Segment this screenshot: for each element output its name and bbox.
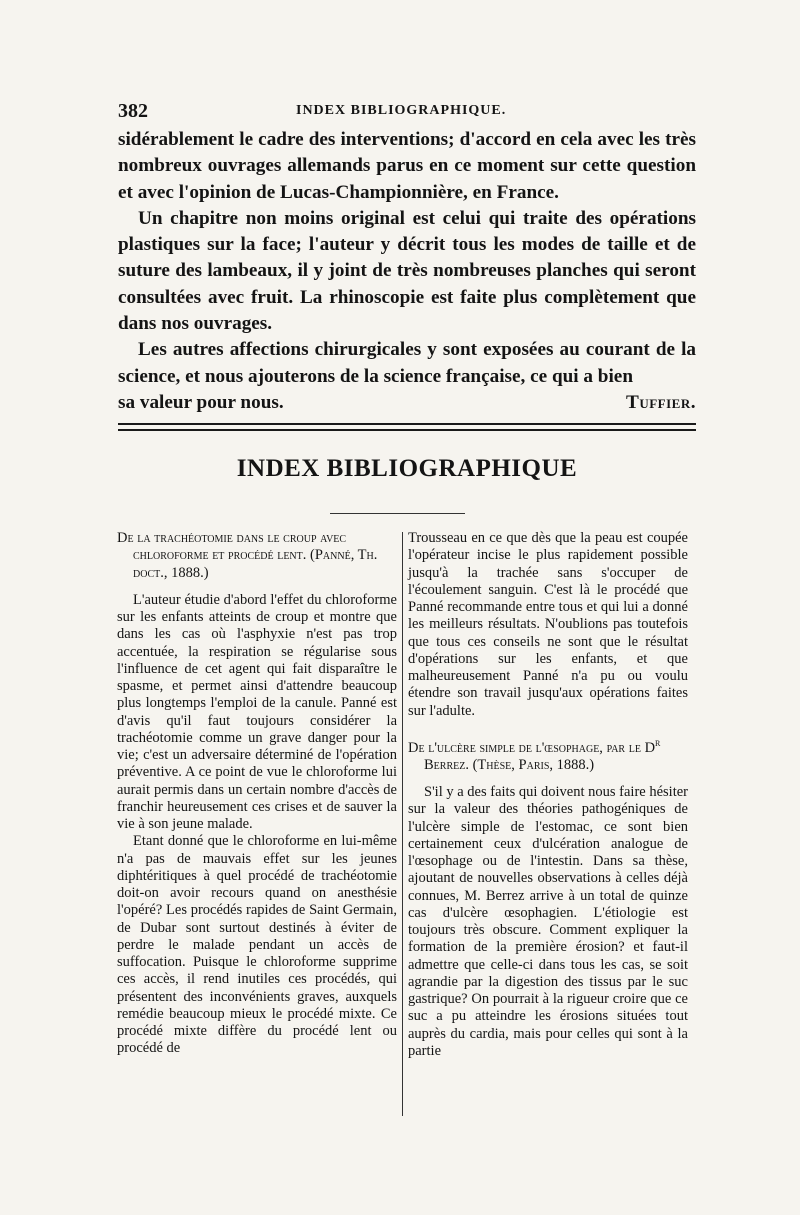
entry-author-prefix: par le D [602, 739, 656, 756]
review-continuation [118, 127, 696, 416]
review-paragraph-3-end: sa valeur pour nous. [118, 391, 284, 413]
entry-heading-ulcere [408, 734, 688, 774]
review-last-line [118, 390, 696, 416]
left-paragraph-2: Etant donné que le chloroforme en lui-même n'a pas de mauvais effet sur les jeunes diphtéritiques à quel procédé de trachéotomie doit-on avoir recours quand on anesthésie l'opéré? Les procédés rapides de Saint Germain, de Dubar sont surtout destinés à éviter de perdre le malade pendant un accès de suffocation. Puisque le chloroforme supprime ces accès, il rend inutiles ces procédés, qui présentent des inconvénients graves, auxquels remédie beaucoup mieux le procédé mixte. Ce procédé mixte diffère du procédé lent ou procédé de [117, 833, 397, 1057]
double-rule-top [118, 423, 696, 425]
entry-citation: (Thèse, Paris, 1888.) [468, 756, 595, 773]
entry-author: Berrez. [424, 756, 469, 773]
entry-heading-tracheotomie [117, 530, 397, 582]
left-paragraph-1: L'auteur étudie d'abord l'effet du chloroforme sur les enfants atteints de croup et montre que dans les cas où l'asphyxie n'est pas trop accentuée, la respiration se régularise sous l'influence de cet agent qui fait disparaître le spasme, et permet ainsi d'attendre beaucoup plus longtemps l'emploi de la canule. Panné est d'avis qu'il faut toujours considérer la trachéotomie comme un grave danger pour la vie; c'est un adversaire déterminé de l'opération préventive. A ce point de vue le chloroforme lui aurait permis dans un certain nombre d'accès de franchir heureusement ces crises et de sauver la vie à son jeune malade. [117, 591, 397, 832]
column-divider [402, 532, 403, 1116]
entry-citation: (Panné, Th. doct., 1888.) [133, 547, 378, 581]
review-signature: Tuffier. [626, 391, 696, 413]
entry-title: De la trachéotomie dans le croup avec chloroforme et procédé lent. [117, 530, 347, 564]
review-paragraph-2: Un chapitre non moins original est celui qui traite des opérations plastiques sur la face; l'auteur y décrit tous les modes de taille et de suture des lambeaux, il y joint de très nombreuses planches qui seront consultées avec fruit. La rhinoscopie est faite plus complètement que dans nos ouvrages. [118, 207, 696, 335]
review-paragraph-3: Les autres affections chirurgicales y sont exposées au courant de la science, et nous ajouterons de la science française, ce qui a bien [118, 339, 696, 387]
entry-author-sup: r [655, 734, 661, 749]
section-title: INDEX BIBLIOGRAPHIQUE [236, 455, 578, 482]
running-title: INDEX BIBLIOGRAPHIQUE. [296, 103, 507, 118]
section-rule [330, 513, 465, 514]
right-paragraph-1: Trousseau en ce que dès que la peau est coupée l'opérateur incise le plus rapidement possible jusqu'à la trachée sans s'occuper de l'écoulement sanguin. C'est là le procédé que Panné recommande entre tous et qui lui a donné les meilleurs résultats. N'oublions pas toutefois que tous ces conseils ne sont que le résultat d'opérations sur les enfants, et que malheureusement Panné n'a pu ou voulu étendre son travail jusqu'aux opérations faites sur l'adulte. [408, 530, 688, 719]
entry-title: De l'ulcère simple de l'œsophage, [408, 739, 603, 756]
double-rule-bottom [118, 429, 696, 431]
review-paragraph-1: sidérablement le cadre des interventions; d'accord en cela avec les très nombreux ouvrages allemands parus en ce moment sur cette question et avec l'opinion de Lucas-Championnière, en France. [118, 129, 696, 203]
page-number: 382 [118, 100, 148, 122]
right-column [408, 530, 688, 1060]
page-header [118, 100, 696, 122]
right-paragraph-2: S'il y a des faits qui doivent nous faire hésiter sur la valeur des théories pathogéniques de l'ulcère simple de l'estomac, ce sont bien certainement ceux d'ulcération analogue de l'œsophage ou de l'intestin. Dans sa thèse, ajoutant de nouvelles observations à celles déjà connues, M. Berrez arrive à un total de quinze cas d'ulcère œsophagien. L'étiologie est toujours très obscure. Comment expliquer la formation de la première érosion? et faut-il admettre que celle-ci dans tous les cas, se soit agrandie par la digestion des tissus par le suc gastrique? On pourrait à la rigueur croire que ce suc a pu atteindre les érosions situées tout auprès du cardia, mais pour celles qui sont à la partie [408, 784, 688, 1059]
left-column [117, 530, 397, 1058]
